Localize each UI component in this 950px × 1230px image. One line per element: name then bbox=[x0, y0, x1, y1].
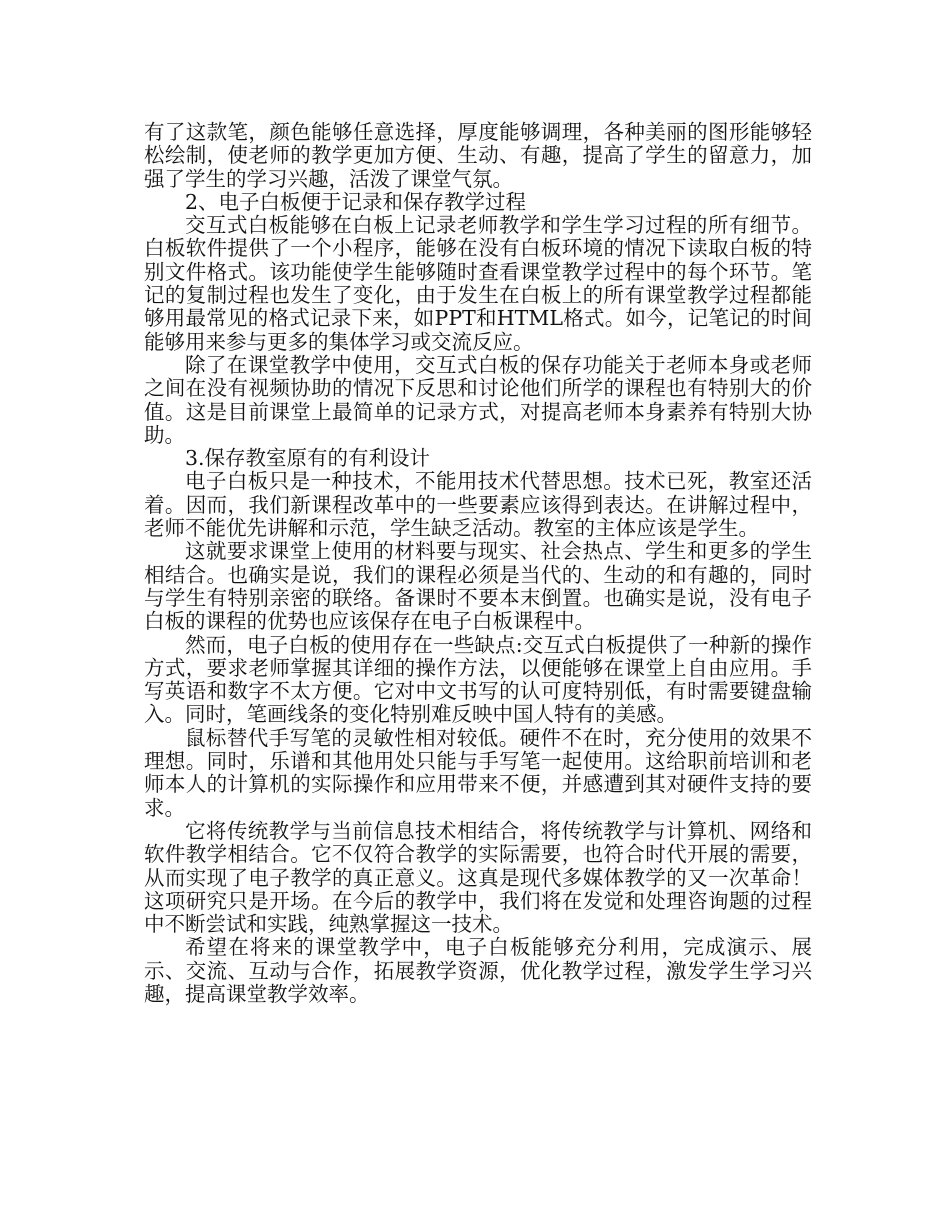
document-body bbox=[144, 121, 812, 1006]
section-heading-2: 2、电子白板便于记录和保存教学过程 bbox=[185, 189, 527, 214]
paragraph: 鼠标替代手写笔的灵敏性相对较低。硬件不在时，充分使用的效果不理想。同时，乐谱和其他用处只能与手写笔一起使用。这给职前培训和老师本人的计算机的实际操作和应用带来不便，并感遭到其对硬件支持的要求。 bbox=[144, 725, 812, 820]
paragraph-intro: 有了这款笔，颜色能够任意选择，厚度能够调理，各种美丽的图形能够轻松绘制，使老师的教学更加方便、生动、有趣，提高了学生的留意力，加强了学生的学习兴趣，活泼了课堂气氛。 bbox=[144, 120, 812, 191]
paragraph: 希望在将来的课堂教学中，电子白板能够充分利用，完成演示、展示、交流、互动与合作，拓展教学资源，优化教学过程，激发学生学习兴趣，提高课堂教学效率。 bbox=[144, 935, 812, 1006]
paragraph: 然而，电子白板的使用存在一些缺点:交互式白板提供了一种新的操作方式，要求老师掌握其详细的操作方法，以便能够在课堂上自由应用。手写英语和数字不太方便。它对中文书写的认可度特别低，有时需要键盘输入。同时，笔画线条的变化特别难反映中国人特有的美感。 bbox=[144, 632, 812, 727]
paragraph: 这就要求课堂上使用的材料要与现实、社会热点、学生和更多的学生相结合。也确实是说，我们的课程必须是当代的、生动的和有趣的，同时与学生有特别亲密的联络。备课时不要本末倒置。也确实是说，没有电子白板的课程的优势也应该保存在电子白板课程中。 bbox=[144, 539, 812, 634]
paragraph: 除了在课堂教学中使用，交互式白板的保存功能关于老师本身或老师之间在没有视频协助的情况下反思和讨论他们所学的课程也有特别大的价值。这是目前课堂上最简单的记录方式，对提高老师本身素养有特别大协助。 bbox=[144, 352, 812, 447]
section-heading-3: 3.保存教室原有的有利设计 bbox=[185, 446, 431, 471]
paragraph: 它将传统教学与当前信息技术相结合，将传统教学与计算机、网络和软件教学相结合。它不仅符合教学的实际需要，也符合时代开展的需要，从而实现了电子教学的真正意义。这真是现代多媒体教学的又一次革命！这项研究只是开场。在今后的教学中，我们将在发觉和处理咨询题的过程中不断尝试和实践，纯熟掌握这一技术。 bbox=[144, 818, 812, 937]
paragraph: 电子白板只是一种技术，不能用技术代替思想。技术已死，教室还活着。因而，我们新课程改革中的一些要素应该得到表达。在讲解过程中，老师不能优先讲解和示范，学生缺乏活动。教室的主体应该是学生。 bbox=[144, 469, 812, 541]
paragraph: 交互式白板能够在白板上记录老师教学和学生学习过程的所有细节。白板软件提供了一个小程序，能够在没有白板环境的情况下读取白板的特别文件格式。该功能使学生能够随时查看课堂教学过程中的每个环节。笔记的复制过程也发生了变化，由于发生在白板上的所有课堂教学过程都能够用最常见的格式记录下来，如PPT和HTML格式。如今，记笔记的时间能够用来参与更多的集体学习或交流反应。 bbox=[144, 213, 812, 354]
